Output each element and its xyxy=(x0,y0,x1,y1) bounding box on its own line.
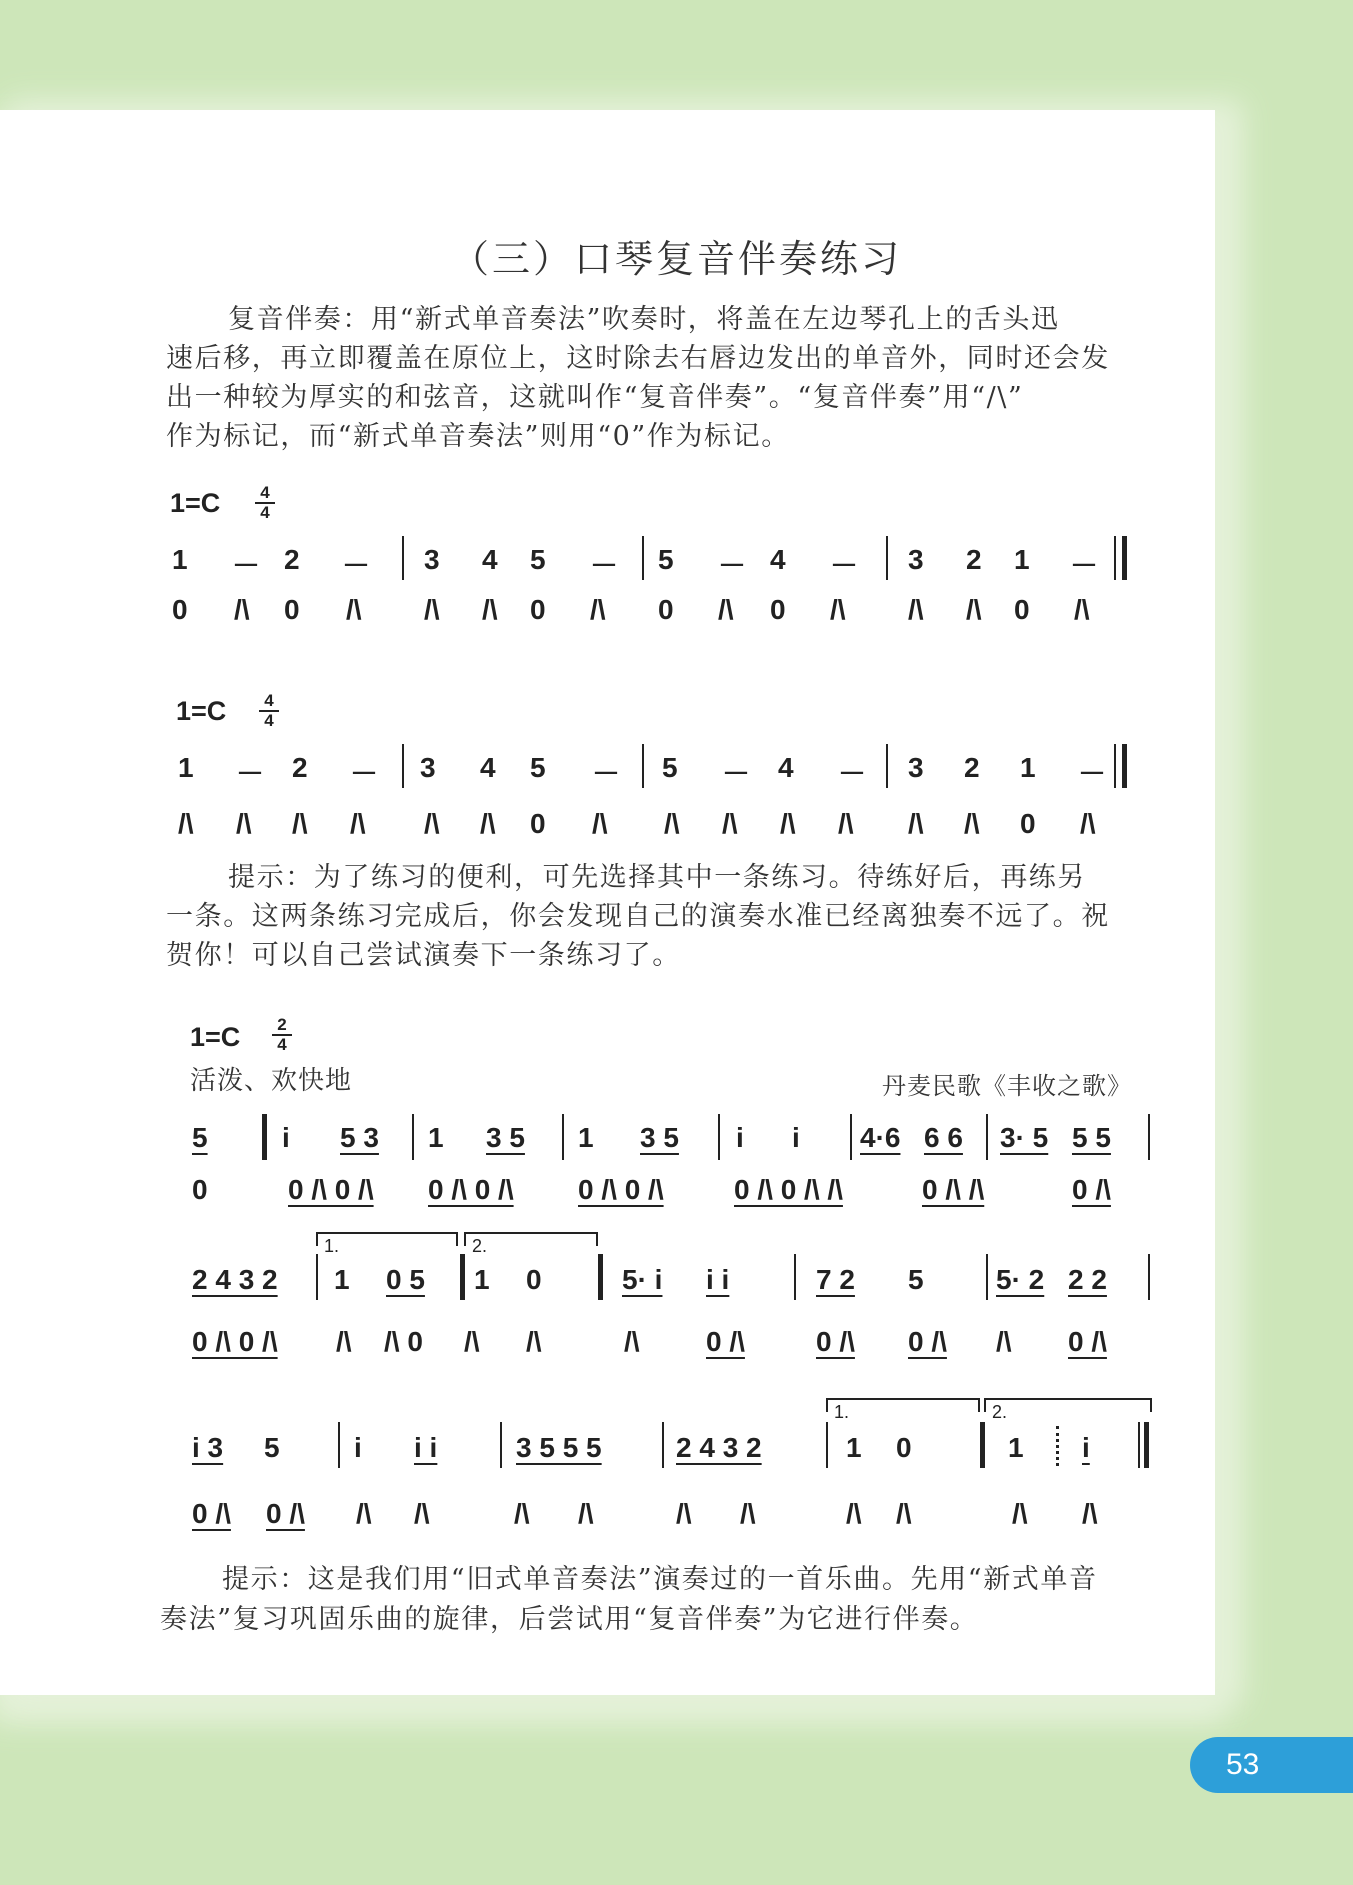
accomp-mark: /\ 0 xyxy=(384,1326,423,1357)
volta-1: 1. xyxy=(826,1398,980,1412)
accomp-mark: 0 /\ xyxy=(1072,1174,1111,1205)
accomp-mark: /\ xyxy=(292,808,308,839)
accomp-mark: 0 xyxy=(770,594,786,625)
tempo-marking: 活泼、欢快地 xyxy=(190,1066,353,1096)
accomp-mark: 0 xyxy=(1020,808,1036,839)
accomp-mark: 0 /\ 0 /\ xyxy=(428,1174,514,1205)
tip1-line-2: 一条。这两条练习完成后，你会发现自己的演奏水准已经离独奏不远了。祝 xyxy=(166,901,1110,932)
accomp-mark: /\ xyxy=(996,1326,1012,1357)
note: 3 xyxy=(420,752,436,783)
ex2-melody-row xyxy=(0,752,1353,792)
note: 5· i xyxy=(622,1264,663,1295)
barline xyxy=(794,1254,796,1300)
note: 5 xyxy=(662,752,678,783)
accomp-mark: 0 xyxy=(192,1174,208,1205)
accomp-mark: /\ xyxy=(896,1498,912,1529)
barline xyxy=(986,1114,988,1160)
section-title: （三）口琴复音伴奏练习 xyxy=(450,237,902,281)
accomp-mark: 0 /\ 0 /\ xyxy=(578,1174,664,1205)
tip1-line-3: 贺你！可以自己尝试演奏下一条练习了。 xyxy=(166,940,681,971)
note: 5 3 xyxy=(340,1122,379,1153)
song-time-signature: $\frac{2}{4}$ xyxy=(272,1016,292,1054)
note: 3 5 5 5 xyxy=(516,1432,602,1463)
note: 3 5 xyxy=(486,1122,525,1153)
accomp-mark: /\ xyxy=(346,594,362,625)
ex2-key: 1=C xyxy=(176,696,227,726)
note: 1 xyxy=(1014,544,1030,575)
accomp-mark: /\ xyxy=(664,808,680,839)
accomp-mark: /\ xyxy=(966,594,982,625)
accomp-mark: /\ xyxy=(336,1326,352,1357)
note: － xyxy=(838,758,867,789)
note: 1 xyxy=(172,544,188,575)
accomp-mark: /\ xyxy=(1080,808,1096,839)
note: 6 6 xyxy=(924,1122,963,1153)
accomp-mark: /\ xyxy=(414,1498,430,1529)
song-key: 1=C xyxy=(190,1022,241,1052)
repeat-start-barline xyxy=(598,1254,603,1300)
barline xyxy=(662,1422,664,1468)
volta-2: 2. xyxy=(984,1398,1152,1412)
accomp-mark: /\ xyxy=(590,594,606,625)
note: i xyxy=(354,1432,362,1463)
accomp-mark: /\ xyxy=(514,1498,530,1529)
song-line2-melody xyxy=(0,1264,1353,1304)
barline xyxy=(1148,1114,1150,1160)
ex2-time-signature: $\frac{4}{4}$ xyxy=(259,692,279,730)
accomp-mark: /\ xyxy=(908,808,924,839)
final-barline xyxy=(1144,1422,1149,1468)
accomp-mark: 0 /\ 0 /\ xyxy=(192,1326,278,1357)
accomp-mark: 0 xyxy=(530,594,546,625)
accomp-mark: /\ xyxy=(718,594,734,625)
note: － xyxy=(1078,758,1107,789)
accomp-mark: /\ xyxy=(424,808,440,839)
accomp-mark: 0 /\ 0 /\ xyxy=(288,1174,374,1205)
note: 2 4 3 2 xyxy=(192,1264,278,1295)
note: 4 xyxy=(770,544,786,575)
accomp-mark: /\ xyxy=(592,808,608,839)
note: 4 xyxy=(778,752,794,783)
barline xyxy=(718,1114,720,1160)
note: 2 xyxy=(964,752,980,783)
accomp-mark: /\ xyxy=(780,808,796,839)
barline xyxy=(402,536,404,580)
note: 2 xyxy=(966,544,982,575)
note: － xyxy=(236,758,265,789)
accomp-mark: /\ xyxy=(464,1326,480,1357)
accomp-mark: /\ xyxy=(722,808,738,839)
accomp-mark: /\ xyxy=(908,594,924,625)
tip2-line-1: 提示：这是我们用“旧式单音奏法”演奏过的一首乐曲。先用“新式单音 xyxy=(222,1564,1098,1595)
accomp-mark: 0 /\ xyxy=(1068,1326,1107,1357)
final-barline-thin xyxy=(1138,1422,1140,1468)
barline xyxy=(338,1422,340,1468)
tip2-line-2: 奏法”复习巩固乐曲的旋律，后尝试用“复音伴奏”为它进行伴奏。 xyxy=(160,1604,979,1635)
barline xyxy=(642,536,644,580)
note: － xyxy=(342,550,371,581)
note: 1 xyxy=(1020,752,1036,783)
accomp-mark: /\ xyxy=(1082,1498,1098,1529)
note: 5 xyxy=(908,1264,924,1295)
ex1-melody-row xyxy=(0,544,1353,584)
note: 5 xyxy=(264,1432,280,1463)
barline xyxy=(412,1114,414,1160)
note: 1 xyxy=(578,1122,594,1153)
repeat-end-barline xyxy=(460,1254,465,1300)
note: 3 xyxy=(424,544,440,575)
song-line2-accomp xyxy=(0,1326,1353,1366)
note: － xyxy=(722,758,751,789)
intro-line-2: 速后移，再立即覆盖在原位上，这时除去右唇边发出的单音外，同时还会发 xyxy=(166,343,1110,374)
note: 1 xyxy=(474,1264,490,1295)
accomp-mark: /\ xyxy=(624,1326,640,1357)
note: 2 xyxy=(284,544,300,575)
song-line3-melody xyxy=(0,1432,1353,1472)
note: 1 xyxy=(178,752,194,783)
note: 5 xyxy=(530,544,546,575)
final-barline xyxy=(1122,536,1127,580)
barline xyxy=(1148,1254,1150,1300)
song-line3-accomp xyxy=(0,1498,1353,1538)
note: i i xyxy=(706,1264,730,1295)
barline xyxy=(1114,744,1116,788)
note: － xyxy=(232,550,261,581)
note: 7 2 xyxy=(816,1264,855,1295)
accomp-mark: /\ xyxy=(830,594,846,625)
note: 1 xyxy=(1008,1432,1024,1463)
barline xyxy=(886,744,888,788)
note: i xyxy=(282,1122,290,1153)
song-line1-melody xyxy=(0,1122,1353,1162)
ex1-accomp-row xyxy=(0,594,1353,634)
barline xyxy=(402,744,404,788)
accomp-mark: 0 /\ xyxy=(816,1326,855,1357)
accomp-mark: /\ xyxy=(480,808,496,839)
ex2-accomp-row xyxy=(0,808,1353,848)
arpeggio-mark xyxy=(1056,1426,1065,1466)
accomp-mark: /\ xyxy=(846,1498,862,1529)
intro-line-3: 出一种较为厚实的和弦音，这就叫作“复音伴奏”。“复音伴奏”用“/\” xyxy=(166,382,1024,413)
accomp-mark: 0 /\ xyxy=(908,1326,947,1357)
note: i 3 xyxy=(192,1432,224,1463)
repeat-start-barline xyxy=(262,1114,267,1160)
song-line1-accomp xyxy=(0,1174,1353,1214)
note: 5 xyxy=(658,544,674,575)
ex1-key: 1=C xyxy=(170,488,221,518)
barline xyxy=(1114,536,1116,580)
note: i xyxy=(792,1122,800,1153)
note: 1 xyxy=(846,1432,862,1463)
note: － xyxy=(830,550,859,581)
note: － xyxy=(590,550,619,581)
note: 4 xyxy=(482,544,498,575)
accomp-mark: 0 /\ 0 /\ /\ xyxy=(734,1174,843,1205)
barline xyxy=(886,536,888,580)
note: 5 xyxy=(192,1122,208,1153)
volta-2: 2. xyxy=(464,1232,598,1246)
accomp-mark: 0 /\ xyxy=(266,1498,305,1529)
song-credit: 丹麦民歌《丰收之歌》 xyxy=(882,1072,1132,1100)
accomp-mark: /\ xyxy=(578,1498,594,1529)
repeat-end-barline xyxy=(980,1422,985,1468)
accomp-mark: /\ xyxy=(424,594,440,625)
note: 0 xyxy=(896,1432,912,1463)
barline xyxy=(986,1254,988,1300)
note: 0 xyxy=(526,1264,542,1295)
note: 0 5 xyxy=(386,1264,425,1295)
barline xyxy=(316,1254,318,1300)
accomp-mark: /\ xyxy=(1074,594,1090,625)
barline xyxy=(850,1114,852,1160)
final-barline xyxy=(1122,744,1127,788)
accomp-mark: /\ xyxy=(236,808,252,839)
note: 1 xyxy=(334,1264,350,1295)
note: － xyxy=(1070,550,1099,581)
barline xyxy=(826,1422,828,1468)
note: 5· 2 xyxy=(996,1264,1045,1295)
accomp-mark: 0 xyxy=(530,808,546,839)
note: － xyxy=(718,550,747,581)
note: 2 xyxy=(292,752,308,783)
accomp-mark: /\ xyxy=(676,1498,692,1529)
accomp-mark: 0 xyxy=(172,594,188,625)
note: 5 5 xyxy=(1072,1122,1111,1153)
intro-line-1: 复音伴奏：用“新式单音奏法”吹奏时，将盖在左边琴孔上的舌头迅 xyxy=(228,304,1060,335)
barline xyxy=(642,744,644,788)
accomp-mark: /\ xyxy=(740,1498,756,1529)
note: 5 xyxy=(530,752,546,783)
ex1-time-signature: $\frac{4}{4}$ xyxy=(255,484,275,522)
accomp-mark: 0 xyxy=(284,594,300,625)
page-number: 53 xyxy=(1190,1737,1353,1793)
accomp-mark: /\ xyxy=(1012,1498,1028,1529)
volta-1: 1. xyxy=(316,1232,458,1246)
accomp-mark: 0 /\ xyxy=(706,1326,745,1357)
accomp-mark: 0 xyxy=(1014,594,1030,625)
note: 2 4 3 2 xyxy=(676,1432,762,1463)
accomp-mark: 0 /\ xyxy=(192,1498,231,1529)
note: 4·6 xyxy=(860,1122,901,1153)
note: i xyxy=(1082,1432,1090,1463)
barline xyxy=(500,1422,502,1468)
note: 4 xyxy=(480,752,496,783)
note: 3 xyxy=(908,544,924,575)
note: － xyxy=(592,758,621,789)
accomp-mark: /\ xyxy=(964,808,980,839)
note: 3· 5 xyxy=(1000,1122,1049,1153)
accomp-mark: /\ xyxy=(178,808,194,839)
note: i i xyxy=(414,1432,438,1463)
tip1-line-1: 提示：为了练习的便利，可先选择其中一条练习。待练好后，再练另 xyxy=(228,862,1086,893)
note: 3 xyxy=(908,752,924,783)
note: i xyxy=(736,1122,744,1153)
note: 1 xyxy=(428,1122,444,1153)
accomp-mark: /\ xyxy=(350,808,366,839)
accomp-mark: /\ xyxy=(838,808,854,839)
accomp-mark: 0 xyxy=(658,594,674,625)
note: 2 2 xyxy=(1068,1264,1107,1295)
accomp-mark: /\ xyxy=(356,1498,372,1529)
note: 3 5 xyxy=(640,1122,679,1153)
note: － xyxy=(350,758,379,789)
barline xyxy=(562,1114,564,1160)
accomp-mark: /\ xyxy=(234,594,250,625)
accomp-mark: /\ xyxy=(482,594,498,625)
intro-line-4: 作为标记，而“新式单音奏法”则用“0”作为标记。 xyxy=(166,421,790,452)
accomp-mark: /\ xyxy=(526,1326,542,1357)
accomp-mark: 0 /\ /\ xyxy=(922,1174,985,1205)
